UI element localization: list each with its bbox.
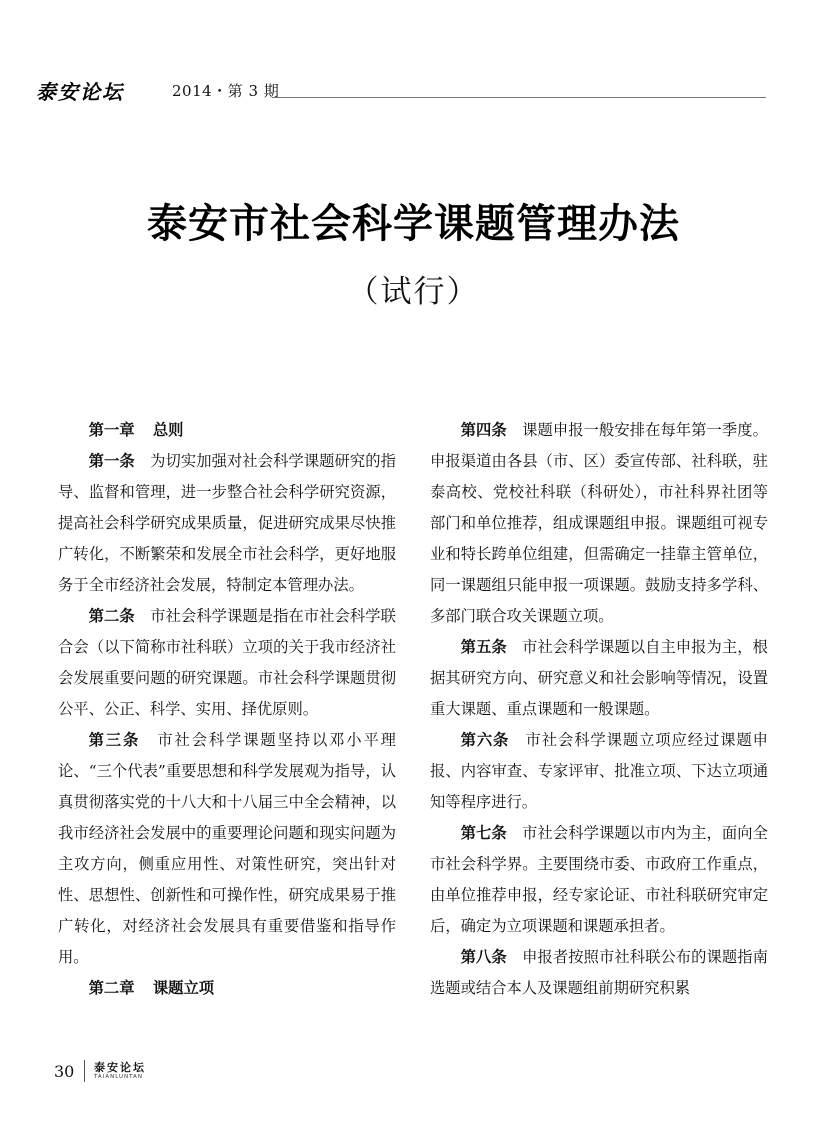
issue-label: 2014・第 3 期 (172, 82, 280, 100)
article-paragraph (58, 725, 396, 973)
article-label: 第六条 (460, 731, 510, 749)
footer-brand: 泰安论坛 (94, 1061, 146, 1074)
article-label: 第八条 (460, 948, 507, 966)
chapter-number: 第一章 (88, 421, 135, 439)
article-text: 为切实加强对社会科学课题研究的指导、监督和管理，进一步整合社会科学研究资源，提高社会科学研究成果质量，促进研究成果尽快推广转化，不断繁荣和发展全市社会科学，更好地服务于全市经济社会发展，特制定本管理办法。 (58, 452, 396, 594)
article-text: 申报者按照市社科联公布的课题指南选题或结合本人及课题组前期研究积累 (430, 948, 768, 997)
document-title: 泰安市社会科学课题管理办法 (147, 200, 680, 247)
article-paragraph (430, 632, 768, 725)
journal-logo: 泰安论坛 (36, 80, 124, 104)
chapter-heading (58, 415, 396, 446)
article-label: 第七条 (460, 824, 507, 842)
article-label: 第二条 (88, 607, 135, 625)
chapter-name: 课题立项 (152, 979, 215, 997)
chapter-heading (58, 973, 396, 1004)
article-paragraph (58, 446, 396, 601)
chapter-name: 总则 (152, 421, 184, 439)
page-number: 30 (54, 1062, 75, 1081)
article-paragraph (430, 942, 768, 1004)
article-label: 第三条 (88, 731, 141, 749)
footer-brand-pinyin: TAIANLUNTAN (94, 1074, 143, 1080)
article-text: 课题申报一般安排在每年第一季度。申报渠道由各县（市、区）委宣传部、社科联，驻泰高校、党校社科联（科研处），市社科界社团等部门和单位推荐，组成课题组申报。课题组可视专业和特长跨单位组建，但需确定一挂靠主管单位，同一课题组只能申报一项课题。鼓励支持多学科、多部门联合攻关课题立项。 (430, 421, 768, 625)
article-label: 第四条 (460, 421, 507, 439)
page-footer (54, 1058, 254, 1084)
right-column (430, 415, 768, 1004)
footer-divider (84, 1060, 85, 1082)
left-column (58, 415, 396, 1004)
article-text: 市社会科学课题以市内为主，面向全市社会科学界。主要围绕市委、市政府工作重点，由单位推荐申报，经专家论证、市社科联研究审定后，确定为立项课题和课题承担者。 (430, 824, 768, 935)
header-rule (272, 97, 766, 98)
article-text: 市社会科学课题是指在市社会科学联合会（以下简称市社科联）立项的关于我市经济社会发展重要问题的研究课题。市社会科学课题贯彻公平、公正、科学、实用、择优原则。 (58, 607, 396, 718)
document-subtitle: （试行） (347, 274, 480, 310)
article-text: 市社会科学课题立项应经过课题申报、内容审查、专家评审、批准立项、下达立项通知等程序进行。 (430, 731, 768, 811)
chapter-number: 第二章 (88, 979, 135, 997)
article-label: 第五条 (460, 638, 507, 656)
article-paragraph (58, 601, 396, 725)
page-header (36, 74, 766, 104)
article-paragraph (430, 415, 768, 632)
article-paragraph (430, 725, 768, 818)
article-text: 市社会科学课题以自主申报为主，根据其研究方向、研究意义和社会影响等情况，设置重大课题、重点课题和一般课题。 (430, 638, 768, 718)
article-label: 第一条 (88, 452, 135, 470)
article-paragraph (430, 818, 768, 942)
article-text: 市社会科学课题坚持以邓小平理论、“三个代表”重要思想和科学发展观为指导，认真贯彻落实党的十八大和十八届三中全会精神，以我市经济社会发展中的重要理论问题和现实问题为主攻方向，侧重应用性、对策性研究，突出针对性、思想性、创新性和可操作性，研究成果易于推广转化，对经济社会发展具有重要借鉴和指导作用。 (58, 731, 396, 966)
